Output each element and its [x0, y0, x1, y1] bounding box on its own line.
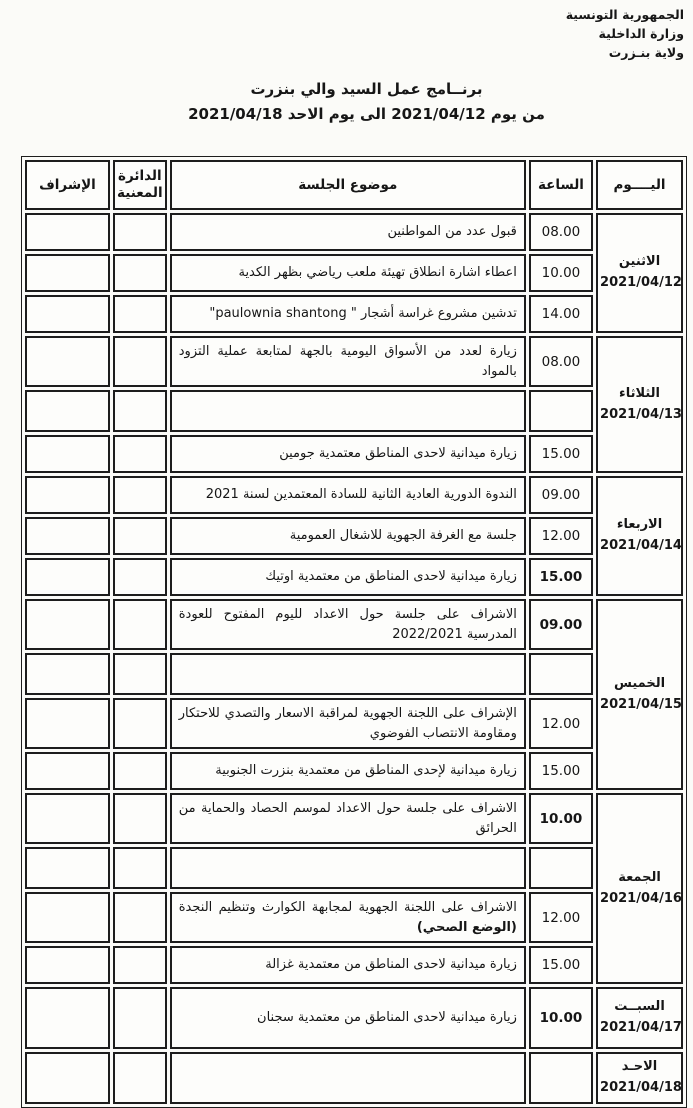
day-name: الاثنين [618, 254, 661, 270]
subject-text: زيارة ميدانية لاحدى المناطق معتمدية جومين [279, 446, 517, 462]
subject-cell [170, 946, 526, 984]
supervision-cell [25, 213, 110, 251]
subject-cell [170, 1052, 526, 1104]
district-cell [113, 698, 167, 749]
subject-text: زيارة ميدانية لإحدى المناطق من معتمدية بنزرت الجنوبية [215, 763, 517, 779]
district-cell [113, 336, 167, 387]
time-cell: 10.00 [529, 793, 593, 844]
table-row [25, 476, 683, 514]
table-row [25, 435, 683, 473]
table-row [25, 892, 683, 943]
table-row [25, 987, 683, 1049]
subject-text: تدشين مشروع غراسة أشجار " paulownia shantong" [209, 306, 517, 322]
subject-text: جلسة مع الغرفة الجهوية للاشغال العمومية [289, 528, 517, 544]
time-cell [529, 390, 593, 432]
time-cell [529, 847, 593, 889]
table-row [25, 213, 683, 251]
subject-cell [170, 336, 526, 387]
schedule-table [21, 156, 687, 1108]
day-group [25, 336, 683, 473]
day-name: السبــت [614, 999, 665, 1015]
subject-cell [170, 987, 526, 1049]
time-cell: 15.00 [529, 435, 593, 473]
day-cell [596, 213, 683, 333]
table-row [25, 698, 683, 749]
time-cell: 15.00 [529, 558, 593, 596]
table-row [25, 295, 683, 333]
day-date: 2021/04/12 [600, 275, 682, 290]
day-cell [596, 987, 683, 1049]
col-header-day: اليــــوم [596, 160, 683, 210]
subject-cell [170, 390, 526, 432]
day-group [25, 213, 683, 333]
time-cell: 15.00 [529, 946, 593, 984]
supervision-cell [25, 1052, 110, 1104]
subject-cell [170, 698, 526, 749]
day-group [25, 1052, 683, 1104]
table-row [25, 254, 683, 292]
day-cell [596, 336, 683, 473]
district-cell [113, 435, 167, 473]
table-row [25, 847, 683, 889]
supervision-cell [25, 698, 110, 749]
district-cell [113, 892, 167, 943]
subject-cell [170, 599, 526, 650]
table-row [25, 558, 683, 596]
time-cell: 10.00 [529, 254, 593, 292]
subject-cell [170, 847, 526, 889]
title-line-2: من يوم 2021/04/12 الى يوم الاحد 2021/04/18 [188, 105, 545, 123]
table-row [25, 517, 683, 555]
time-cell: 09.00 [529, 599, 593, 650]
supervision-cell [25, 599, 110, 650]
day-date: 2021/04/15 [600, 696, 682, 712]
time-cell: 08.00 [529, 213, 593, 251]
subject-text: الندوة الدورية العادية الثانية للسادة المعتمدين لسنة 2021 [205, 487, 517, 503]
time-cell [529, 653, 593, 695]
supervision-cell [25, 254, 110, 292]
district-cell [113, 1052, 167, 1104]
supervision-cell [25, 517, 110, 555]
subject-cell [170, 213, 526, 251]
day-group [25, 987, 683, 1049]
table-row [25, 752, 683, 790]
district-cell [113, 295, 167, 333]
subject-cell [170, 892, 526, 943]
table-row [25, 390, 683, 432]
district-cell [113, 390, 167, 432]
time-cell: 12.00 [529, 517, 593, 555]
day-cell [596, 599, 683, 790]
table-row [25, 336, 683, 387]
table-row [25, 793, 683, 844]
subject-cell [170, 435, 526, 473]
day-cell [596, 793, 683, 984]
col-header-supervision: الإشراف [25, 160, 110, 210]
supervision-cell [25, 435, 110, 473]
time-cell: 15.00 [529, 752, 593, 790]
supervision-cell [25, 653, 110, 695]
time-cell: 10.00 [529, 987, 593, 1049]
subject-cell [170, 558, 526, 596]
subject-text: زيارة لعدد من الأسواق اليومية بالجهة لمتابعة عملية التزود بالمواد [178, 344, 517, 379]
letterhead [566, 6, 684, 62]
subject-cell [170, 653, 526, 695]
time-cell: 12.00 [529, 892, 593, 943]
subject-text: الإشراف على اللجنة الجهوية لمراقبة الاسعار والتصدي للاحتكار ومقاومة الانتصاب الفوضوي [178, 706, 517, 741]
subject-text: الاشراف على جلسة حول الاعداد لليوم المفتوح للعودة المدرسية 2022/2021 [178, 607, 517, 642]
day-name: الثلاثاء [619, 385, 660, 401]
subject-text: قبول عدد من المواطنين [387, 224, 517, 240]
district-cell [113, 213, 167, 251]
supervision-cell [25, 793, 110, 844]
day-cell [596, 476, 683, 596]
supervision-cell [25, 558, 110, 596]
day-date: 2021/04/16 [600, 890, 682, 906]
subject-text: زيارة ميدانية لاحدى المناطق من معتمدية اوتيك [265, 569, 517, 585]
district-cell [113, 653, 167, 695]
supervision-cell [25, 336, 110, 387]
time-cell: 08.00 [529, 336, 593, 387]
subject-text: زيارة ميدانية لاحدى المناطق من معتمدية سجنان [257, 1010, 517, 1026]
time-cell: 12.00 [529, 698, 593, 749]
subject-cell [170, 254, 526, 292]
document-title [40, 80, 693, 123]
supervision-cell [25, 892, 110, 943]
day-date: 2021/04/18 [600, 1080, 682, 1095]
letterhead-governorate: ولاية بنـزرت [608, 44, 684, 60]
supervision-cell [25, 847, 110, 889]
district-cell [113, 599, 167, 650]
day-group [25, 476, 683, 596]
title-line-1: برنــامج عمل السيد والي بنزرت [250, 80, 483, 98]
district-cell [113, 946, 167, 984]
day-group [25, 599, 683, 790]
district-cell [113, 847, 167, 889]
district-cell [113, 793, 167, 844]
supervision-cell [25, 476, 110, 514]
day-group [25, 793, 683, 984]
subject-text: الاشراف على جلسة حول الاعداد لموسم الحصاد والحماية من الحرائق [178, 801, 517, 836]
subject-text: اعطاء اشارة انطلاق تهيئة ملعب رياضي بظهر الكدية [238, 265, 517, 281]
time-cell: 09.00 [529, 476, 593, 514]
time-cell: 14.00 [529, 295, 593, 333]
subject-cell [170, 476, 526, 514]
day-date: 2021/04/14 [600, 538, 682, 553]
supervision-cell [25, 295, 110, 333]
day-name: الاربعاء [616, 517, 663, 533]
supervision-cell [25, 752, 110, 790]
header-row [25, 160, 683, 210]
time-cell [529, 1052, 593, 1104]
col-header-time: الساعة [529, 160, 593, 210]
day-date: 2021/04/17 [600, 1020, 682, 1035]
subject-text: زيارة ميدانية لاحدى المناطق من معتمدية غزالة [265, 957, 517, 973]
col-header-district: الدائرة المعنية [113, 160, 167, 210]
subject-text-bold: (الوضع الصحي) [416, 919, 517, 935]
subject-cell [170, 752, 526, 790]
table-row [25, 946, 683, 984]
subject-cell [170, 793, 526, 844]
day-name: الاحـد [621, 1059, 658, 1075]
subject-cell [170, 517, 526, 555]
day-name: الخميس [613, 675, 666, 691]
table-row [25, 653, 683, 695]
supervision-cell [25, 390, 110, 432]
subject-cell [170, 295, 526, 333]
table-row [25, 1052, 683, 1104]
day-date: 2021/04/13 [600, 406, 682, 422]
supervision-cell [25, 987, 110, 1049]
supervision-cell [25, 946, 110, 984]
col-header-subject: موضوع الجلسة [170, 160, 526, 210]
letterhead-ministry: وزارة الداخلية [598, 25, 684, 41]
letterhead-republic: الجمهورية التونسية [565, 7, 684, 22]
district-cell [113, 752, 167, 790]
district-cell [113, 517, 167, 555]
district-cell [113, 987, 167, 1049]
district-cell [113, 254, 167, 292]
day-cell [596, 1052, 683, 1104]
table-row [25, 599, 683, 650]
day-name: الجمعة [618, 869, 661, 885]
subject-text: الاشراف على اللجنة الجهوية لمجابهة الكوارث وتنظيم النجدة [178, 900, 517, 915]
district-cell [113, 558, 167, 596]
district-cell [113, 476, 167, 514]
